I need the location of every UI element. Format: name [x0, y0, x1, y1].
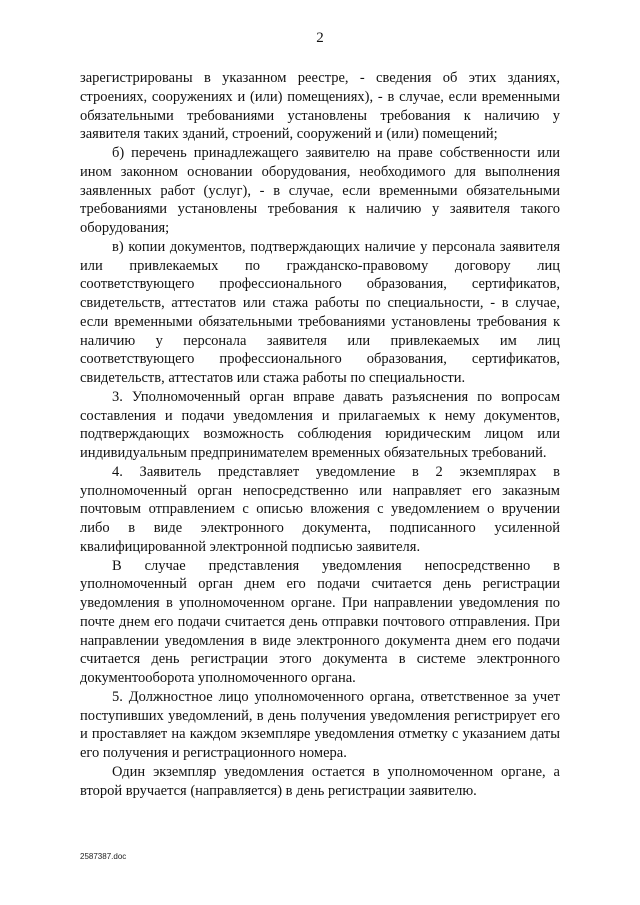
paragraph-personnel-documents: в) копии документов, подтверждающих наличие у персонала заявителя или привлекаемых по гражданско-правовому договору лиц соответствующего профессионального образования, сертификатов, свидетельств, аттестатов или стажа работы по специальности, - в случае, если временными обязательными требованиями установлены требования к наличию у персонала заявителя или привлекаемых им лиц соответствующего профессионального образования, сертификатов, свидетельств, аттестатов или стажа работы по специальности. — [80, 238, 560, 386]
paragraph-clarifications: 3. Уполномоченный орган вправе давать разъяснения по вопросам составления и подачи уведомления и прилагаемых к нему документов, подтверждающих возможность соблюдения юридическим лицом или индивидуальным предпринимателем временных обязательных требований. — [80, 388, 560, 461]
footer-file-reference: 2587387.doc — [80, 852, 127, 861]
paragraph-submission-date: В случае представления уведомления непосредственно в уполномоченный орган днем его подачи считается день регистрации уведомления в уполномоченном органе. При направлении уведомления по почте днем его подачи считается день отправки почтового отправления. При направлении уведомления в виде электронного документа днем его подачи считается день регистрации этого документа в системе электронного документооборота уполномоченного органа. — [80, 557, 560, 686]
paragraph-submission: 4. Заявитель представляет уведомление в 2 экземплярах в уполномоченный орган непосредственно или направляет его заказным почтовым отправлением с описью вложения с уведомлением о вручении либо в виде электронного документа, подписанного усиленной квалифицированной электронной подписью заявителя. — [80, 463, 560, 555]
page-number: 2 — [316, 30, 324, 46]
paragraph-equipment-list: б) перечень принадлежащего заявителю на праве собственности или ином законном основании оборудования, необходимого для выполнения заявленных работ (услуг), - в случае, если временными обязательными требованиями установлены требования к наличию у заявителя такого оборудования; — [80, 145, 560, 236]
paragraph-registered-premises: зарегистрированы в указанном реестре, - сведения об этих зданиях, строениях, сооружениях и (или) помещениях), - в случае, если временными обязательными требованиями установлены требования к наличию у заявителя таких зданий, строений, сооружений и (или) помещений; — [80, 70, 560, 143]
document-body — [80, 69, 560, 800]
paragraph-copy-return: Один экземпляр уведомления остается в уполномоченном органе, а второй вручается (направляется) в день регистрации заявителю. — [80, 763, 560, 799]
paragraph-registration: 5. Должностное лицо уполномоченного органа, ответственное за учет поступивших уведомлений, в день получения уведомления регистрирует его и проставляет на каждом экземпляре уведомления отметку с указанием даты его получения и регистрационного номера. — [80, 688, 560, 761]
